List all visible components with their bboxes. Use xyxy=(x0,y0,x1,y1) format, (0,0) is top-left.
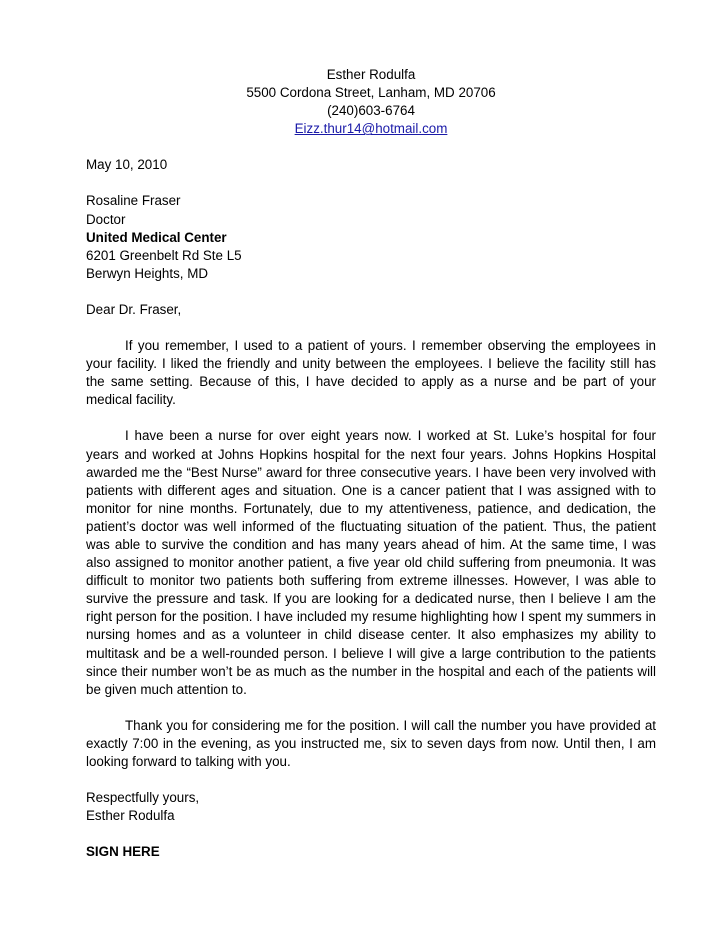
body-paragraph-3: Thank you for considering me for the position. I will call the number you have provided at exactly 7:00 in the evening, as you instructed me, six to seven days from now. Until then, I am looking forward to talking with you. xyxy=(86,717,656,769)
closing-name: Esther Rodulfa xyxy=(86,808,175,824)
salutation: Dear Dr. Fraser, xyxy=(86,301,182,317)
sender-address: 5500 Cordona Street, Lanham, MD 20706 xyxy=(246,85,496,101)
sender-header xyxy=(86,66,656,138)
recipient-street: 6201 Greenbelt Rd Ste L5 xyxy=(86,247,242,263)
closing-block xyxy=(86,789,656,825)
letter-date: May 10, 2010 xyxy=(86,157,168,173)
letter-page xyxy=(86,66,656,861)
recipient-title: Doctor xyxy=(86,211,126,227)
recipient-name: Rosaline Fraser xyxy=(86,193,181,209)
recipient-organization: United Medical Center xyxy=(86,229,227,245)
sender-phone: (240)603-6764 xyxy=(327,103,415,119)
recipient-city: Berwyn Heights, MD xyxy=(86,265,209,281)
recipient-block xyxy=(86,192,656,282)
sender-name: Esther Rodulfa xyxy=(326,67,416,82)
closing-phrase: Respectfully yours, xyxy=(86,790,200,806)
body-paragraph-2: I have been a nurse for over eight years now. I worked at St. Luke’s hospital for four years and worked at Johns Hopkins hospital for the next four years. Johns Hopkins Hospital awarded me the “Best Nurse” award for three consecutive years. I have been very involved with patients with different ages and situation. One is a cancer patient that I was assigned with to monitor for nine months. Fortunately, due to my attentiveness, patience, and dedication, the patient’s doctor was well informed of the fluctuating situation of the patient. Thus, the patient was able to survive the condition and has many years ahead of him. At the same time, I was also assigned to monitor another patient, a five year old child suffering from pneumonia. It was difficult to monitor two patients both suffering from extreme illnesses. However, I was able to survive the pressure and task. If you are looking for a dedicated nurse, then I believe I am the right person for the position. I have included my resume highlighting how I spent my summers in nursing homes and as a volunteer in child disease center. It also emphasizes my ability to multitask and be a well-rounded person. I believe I will give a large contribution to the patients since their number won’t be as much as the number in the hospital and each of the patients will be given much attention to. xyxy=(86,428,656,697)
body-paragraph-1: If you remember, I used to a patient of yours. I remember observing the employees in your facility. I liked the friendly and unity between the employees. I believe the facility still has the same setting. Because of this, I have decided to apply as a nurse and be part of your medical facility. xyxy=(86,338,656,408)
signature-placeholder: SIGN HERE xyxy=(86,844,160,860)
sender-email-link[interactable]: Eizz.thur14@hotmail.com xyxy=(294,121,448,137)
